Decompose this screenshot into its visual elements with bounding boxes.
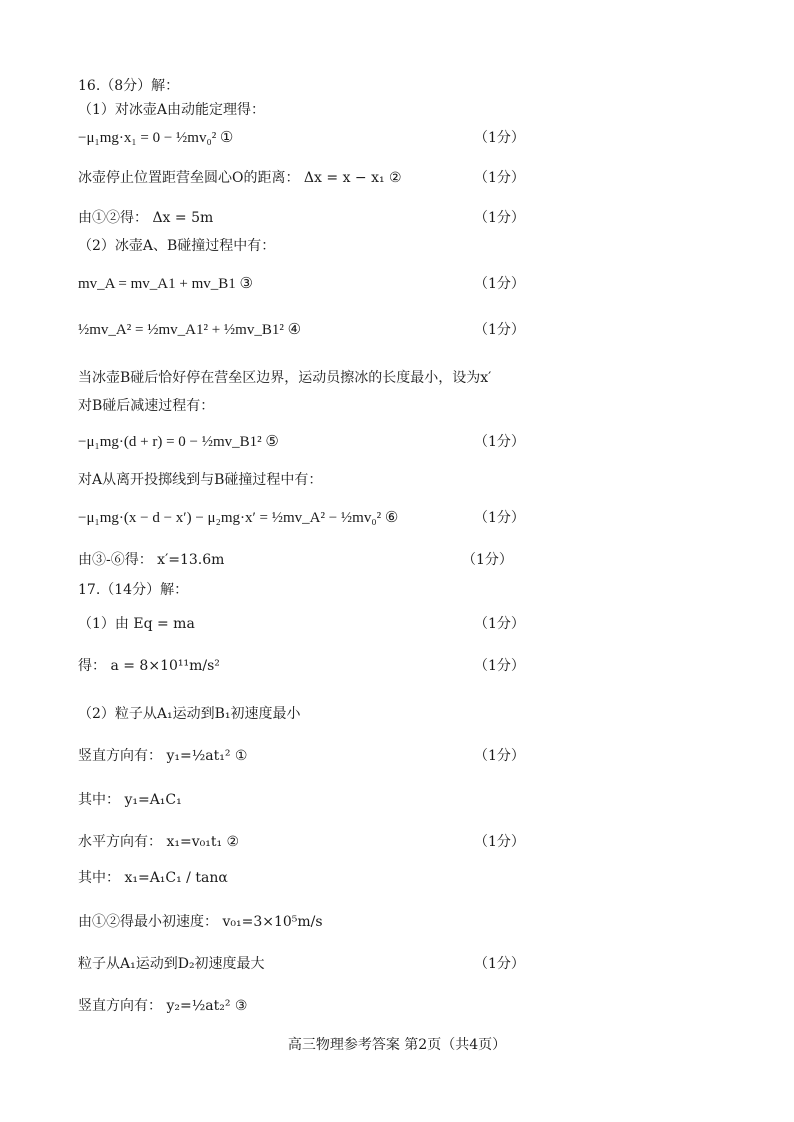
line-text: −μ₁mg·(x − d − x′) − μ₂mg·x′ = ½mv_A² − ½mv₀² ⑥	[78, 510, 399, 526]
score-mark: （1分）	[474, 510, 525, 526]
answer-line	[0, 704, 794, 738]
line-text: 其中： x₁=A₁C₁ / tanα	[78, 870, 228, 886]
answer-line	[0, 550, 794, 584]
line-text: 对A从离开投掷线到与B碰撞过程中有：	[78, 472, 323, 488]
answer-line	[0, 274, 794, 308]
line-text: 粒子从A₁运动到D₂初速度最大	[78, 956, 265, 972]
answer-line	[0, 236, 794, 270]
line-text: 竖直方向有： y₁=½at₁² ①	[78, 748, 248, 764]
score-mark: （1分）	[474, 658, 525, 674]
line-text: （1）对冰壶A由动能定理得：	[78, 102, 266, 118]
line-text: （2）冰壶A、B碰撞过程中有：	[78, 238, 276, 254]
line-text: −μ₁mg·x₁ = 0 − ½mv₀² ①	[78, 130, 234, 146]
answer-line	[0, 912, 794, 946]
line-text: 对B碰后减速过程有：	[78, 398, 215, 414]
page-footer: 高三物理参考答案 第2页（共4页）	[287, 1037, 507, 1053]
answer-line	[0, 580, 794, 614]
score-mark: （1分）	[474, 130, 525, 146]
answer-line	[0, 168, 794, 202]
line-text: 由①②得最小初速度： v₀₁=3×10⁵m/s	[78, 914, 323, 930]
line-text: −μ₁mg·(d + r) = 0 − ½mv_B1² ⑤	[78, 434, 279, 450]
line-text: 水平方向有： x₁=v₀₁t₁ ②	[78, 834, 240, 850]
line-text: 当冰壶B碰后恰好停在营垒区边界，运动员擦冰的长度最小，设为x′	[78, 370, 492, 386]
score-mark: （1分）	[474, 276, 525, 292]
score-mark: （1分）	[474, 956, 525, 972]
score-mark: （1分）	[462, 552, 513, 568]
answer-line	[0, 656, 794, 690]
answer-line	[0, 996, 794, 1030]
line-text: 由①②得： Δx = 5m	[78, 210, 214, 226]
answer-line	[0, 868, 794, 902]
score-mark: （1分）	[474, 834, 525, 850]
score-mark: （1分）	[474, 322, 525, 338]
answer-line	[0, 832, 794, 866]
score-mark: （1分）	[474, 434, 525, 450]
answer-line	[0, 432, 794, 466]
answer-line	[0, 128, 794, 162]
score-mark: （1分）	[474, 748, 525, 764]
score-mark: （1分）	[474, 210, 525, 226]
score-mark: （1分）	[474, 616, 525, 632]
answer-line	[0, 614, 794, 648]
line-text: ½mv_A² = ½mv_A1² + ½mv_B1² ④	[78, 322, 302, 338]
answer-line	[0, 470, 794, 504]
answer-line	[0, 320, 794, 354]
line-text: （2）粒子从A₁运动到B₁初速度最小	[78, 706, 301, 722]
answer-line	[0, 746, 794, 780]
line-text: 17.（14分）解：	[78, 582, 189, 598]
line-text: 得： a = 8×10¹¹m/s²	[78, 658, 220, 674]
line-text: 其中： y₁=A₁C₁	[78, 792, 182, 808]
score-mark: （1分）	[474, 170, 525, 186]
line-text: 16.（8分）解：	[78, 78, 180, 94]
line-text: 冰壶停止位置距营垒圆心O的距离： Δx = x − x₁ ②	[78, 170, 402, 186]
line-text: 由③-⑥得： x′=13.6m	[78, 552, 225, 568]
answer-line	[0, 508, 794, 542]
answer-line	[0, 396, 794, 430]
line-text: 竖直方向有： y₂=½at₂² ③	[78, 998, 248, 1014]
line-text: （1）由 Eq = ma	[78, 616, 195, 632]
answer-line	[0, 790, 794, 824]
answer-line	[0, 954, 794, 988]
line-text: mv_A = mv_A1 + mv_B1 ③	[78, 276, 253, 292]
